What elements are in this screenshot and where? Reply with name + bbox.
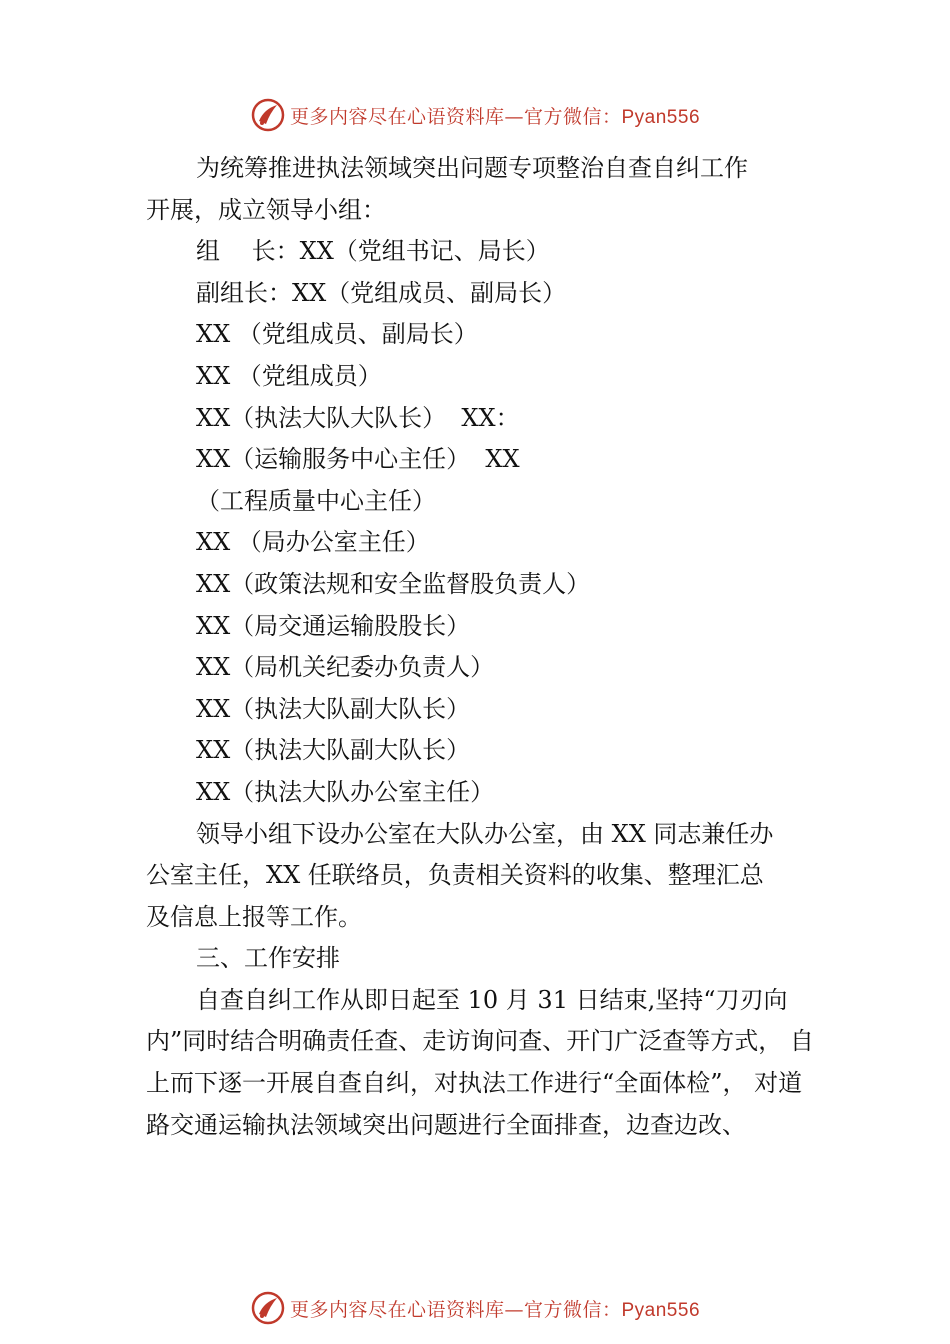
- header-watermark: [0, 95, 950, 135]
- text-line: XX （局办公室主任）: [196, 528, 430, 557]
- text-line: 及信息上报等工作。: [146, 902, 362, 931]
- text-line: 组 长：XX（党组书记、局长）: [196, 237, 550, 266]
- watermark-text: 更多内容尽在心语资料库—官方微信：Pyan556: [289, 1298, 701, 1321]
- text-line: 副组长：XX（党组成员、副局长）: [196, 278, 567, 307]
- text-line: XX（执法大队副大队长）: [196, 694, 471, 723]
- text-line: 为统筹推进执法领域突出问题专项整治自查自纠工作: [196, 154, 748, 182]
- brush-logo-icon: [250, 1290, 286, 1326]
- text-line: 内”同时结合明确责任查、走访询问查、开门广泛查等方式， 自: [146, 1027, 814, 1056]
- text-line: 公室主任，XX 任联络员，负责相关资料的收集、整理汇总: [146, 861, 764, 890]
- text-line: XX（执法大队副大队长）: [196, 736, 471, 765]
- text-line: 领导小组下设办公室在大队办公室，由 XX 同志兼任办: [196, 819, 774, 848]
- text-line: XX（执法大队大队长） XX：: [196, 403, 520, 432]
- text-line: XX（局机关纪委办负责人）: [196, 653, 495, 682]
- text-line: 路交通运输执法领域突出问题进行全面排查，边查边改、: [146, 1110, 746, 1139]
- document-body: [146, 148, 830, 1146]
- watermark-text: 更多内容尽在心语资料库—官方微信：Pyan556: [289, 105, 701, 128]
- footer-watermark: [0, 1288, 950, 1328]
- text-line: XX（局交通运输股股长）: [196, 611, 471, 640]
- text-line: XX（政策法规和安全监督股负责人）: [196, 569, 591, 598]
- text-line: 上而下逐一开展自查自纠，对执法工作进行“全面体检”， 对道: [146, 1069, 803, 1098]
- text-line: 三、工作安排: [196, 944, 340, 973]
- text-line: XX （党组成员）: [196, 361, 382, 390]
- text-line: XX（执法大队办公室主任）: [196, 777, 495, 806]
- text-line: XX （党组成员、副局长）: [196, 320, 478, 349]
- text-line: （工程质量中心主任）: [196, 486, 436, 515]
- text-line: 开展，成立领导小组：: [146, 195, 386, 224]
- brush-logo-icon: [250, 97, 286, 133]
- text-line: XX（运输服务中心主任） XX: [196, 445, 520, 474]
- text-line: 自查自纠工作从即日起至 10 月 31 日结束,坚持“刀刃向: [196, 985, 788, 1014]
